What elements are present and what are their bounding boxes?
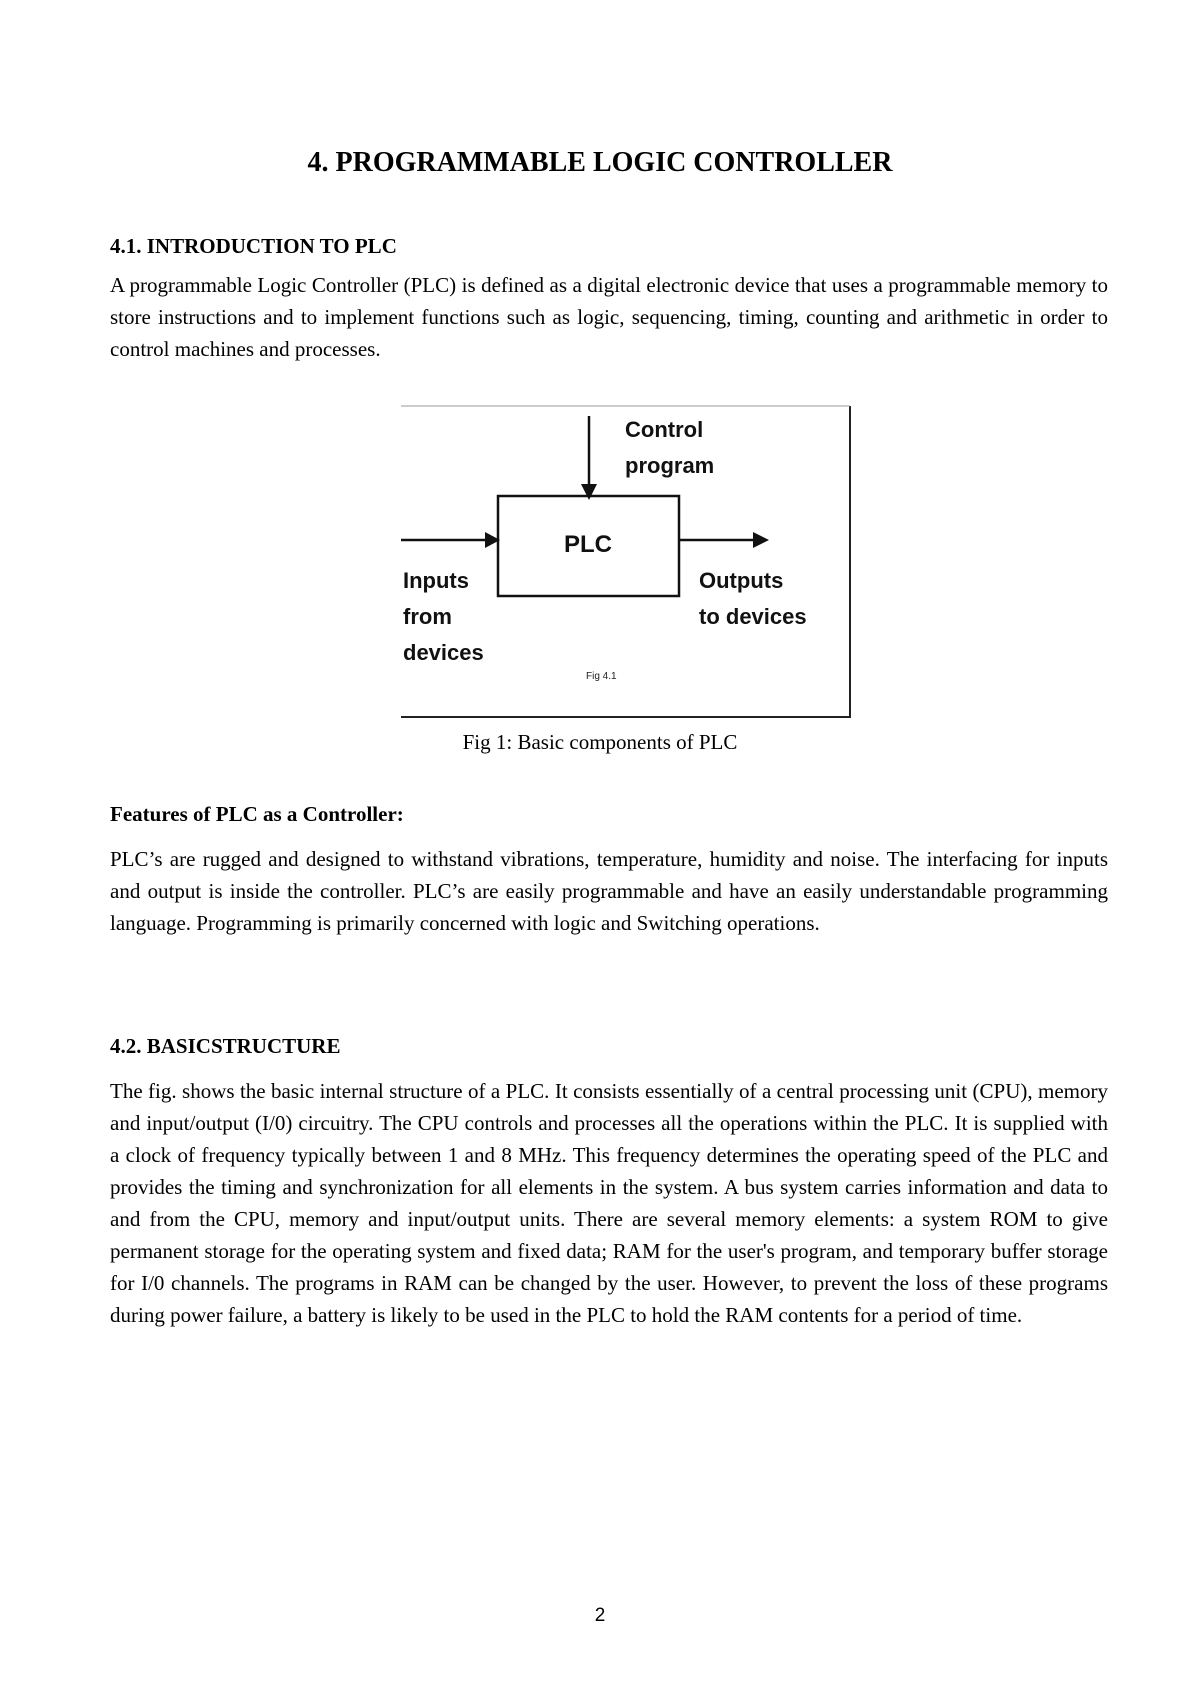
plc-box-label: PLC [564,531,612,558]
features-heading: Features of PLC as a Controller: [110,802,404,826]
section-heading-introduction: 4.1. INTRODUCTION TO PLC [110,234,397,258]
control-program-label-line2: program [625,453,715,478]
control-program-arrow-head [581,484,597,500]
output-arrow-head [753,532,769,548]
control-program-label-line1: Control [625,417,704,442]
inputs-label-line1: Inputs [403,568,469,593]
figure-caption: Fig 1: Basic components of PLC [462,730,738,754]
inputs-label-line3: devices [403,640,484,665]
features-paragraph: PLC’s are rugged and designed to withstand vibrations, temperature, humidity and noise. The interfacing for inputs and output is inside the controller. PLC’s are easily programmable and have an easily understandable programming language. Programming is primarily concerned with logic and Switching operations. [110,847,1108,935]
intro-paragraph: A programmable Logic Controller (PLC) is defined as a digital electronic device that uses a programmable memory to store instructions and to implement functions such as logic, sequencing, timing, counting and arithmetic in order to control machines and processes. [110,273,1108,361]
plc-diagram-svg [401,404,851,719]
outputs-label-line2: to devices [699,604,807,629]
plc-block-diagram [401,404,851,719]
structure-paragraph: The fig. shows the basic internal structure of a PLC. It consists essentially of a central processing unit (CPU), memory and input/output (I/0) circuitry. The CPU controls and processes all the operations within the PLC. It is supplied with a clock of frequency typically between 1 and 8 MHz. This frequency determines the operating speed of the PLC and provides the timing and synchronization for all elements in the system. A bus system carries information and data to and from the CPU, memory and input/output units. There are several memory elements: a system ROM to give permanent storage for the operating system and fixed data; RAM for the user's program, and temporary buffer storage for I/0 channels. The programs in RAM can be changed by the user. However, to prevent the loss of these programs during power failure, a battery is likely to be used in the PLC to hold the RAM contents for a period of time. [110,1079,1108,1327]
section-heading-basic-structure: 4.2. BASICSTRUCTURE [110,1034,341,1058]
chapter-title: 4. PROGRAMMABLE LOGIC CONTROLLER [307,147,893,178]
outputs-label-line1: Outputs [699,568,784,593]
inputs-label-line2: from [403,604,452,629]
page-number: 2 [594,1605,606,1626]
figure-inner-label: Fig 4.1 [586,671,617,682]
